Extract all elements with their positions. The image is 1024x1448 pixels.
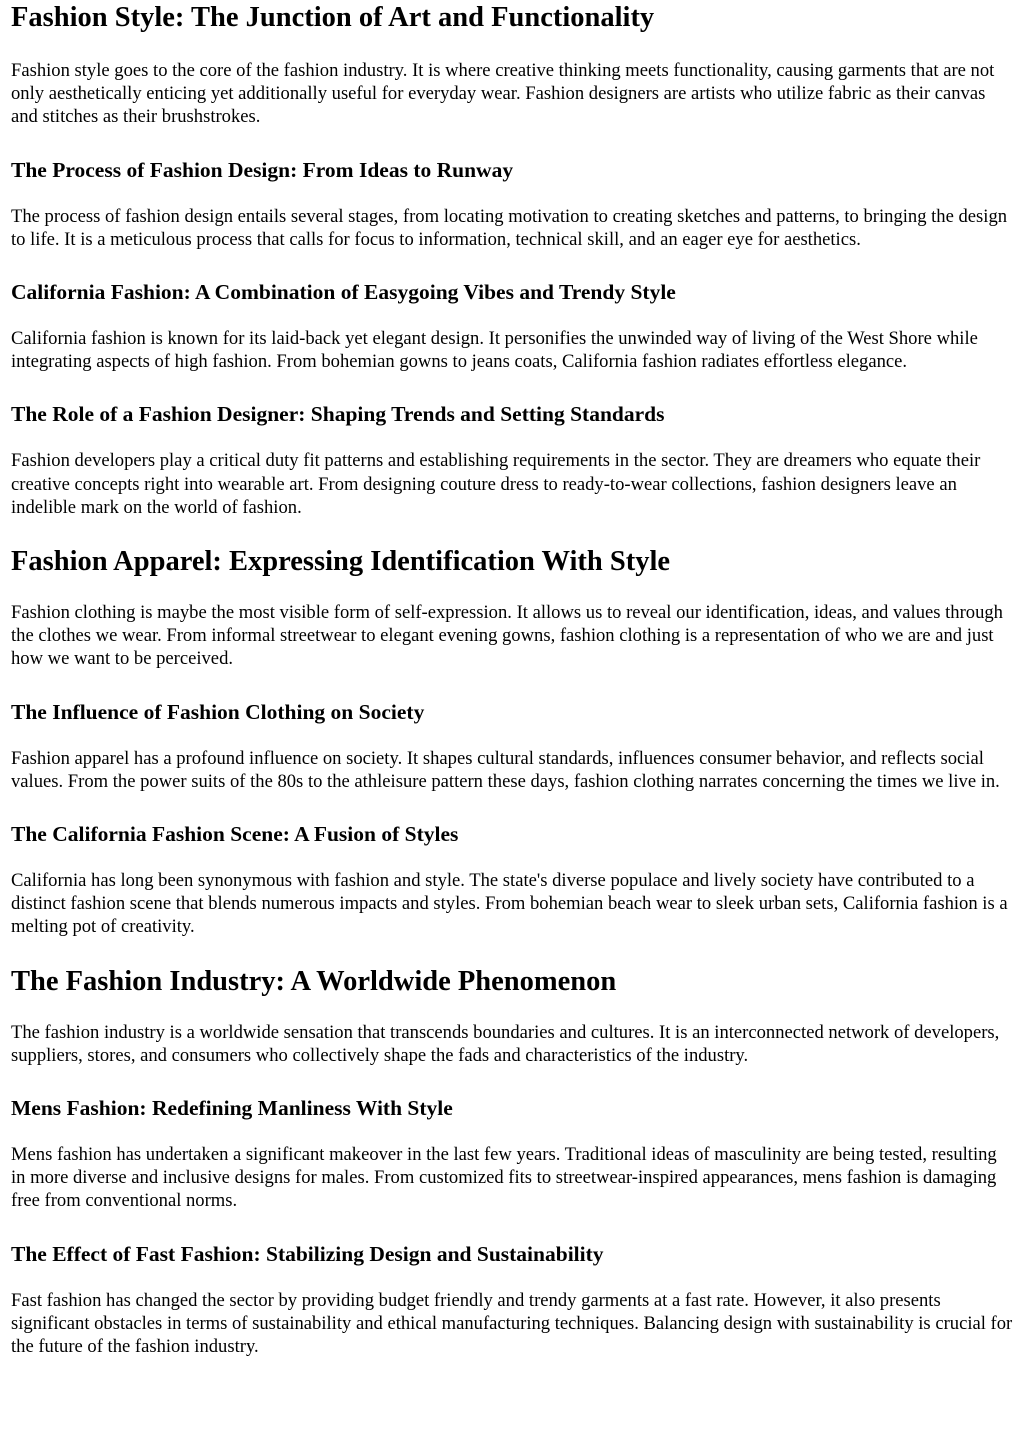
subsection-paragraph: California has long been synonymous with fashion and style. The state's diverse populace and lively society have contributed to a distinct fashion scene that blends numerous impacts and styles. From bohemian beach wear to sleek urban sets, California fashion is a melting pot of creativity. (11, 870, 1008, 938)
subsection-heading: The Role of a Fashion Designer: Shaping Trends and Setting Standards (11, 402, 665, 427)
subsection-paragraph: Mens fashion has undertaken a significant makeover in the last few years. Traditional ideas of masculinity are being tested, resulting in more diverse and inclusive designs for males. From customized fits to streetwear-inspired appearances, mens fashion is damaging free from conventional norms. (11, 1144, 997, 1212)
subsection-heading: The Influence of Fashion Clothing on Society (11, 699, 425, 724)
article (0, 2, 1024, 1358)
subsection-heading: Mens Fashion: Redefining Manliness With Style (11, 1096, 453, 1121)
subsection-paragraph: Fast fashion has changed the sector by providing budget friendly and trendy garments at a fast rate. However, it also presents significant obstacles in terms of sustainability and ethical manufacturing techniques. Balancing design with sustainability is crucial for the future of the fashion industry. (11, 1289, 1013, 1358)
subsection-paragraph: Fashion apparel has a profound influence on society. It shapes cultural standards, influences consumer behavior, and reflects social values. From the power suits of the 80s to the athleisure pattern these days, fashion clothing narrates concerning the times we live in. (11, 747, 1000, 792)
subsection-heading: The California Fashion Scene: A Fusion of Styles (11, 822, 459, 847)
subsection-heading: The Effect of Fast Fashion: Stabilizing Design and Sustainability (11, 1241, 604, 1266)
section-heading: The Fashion Industry: A Worldwide Phenomenon (11, 965, 617, 997)
section-paragraph: Fashion clothing is maybe the most visible form of self-expression. It allows us to reveal our identification, ideas, and values through the clothes we wear. From informal streetwear to elegant evening gowns, fashion clothing is a representation of who we are and just how we want to be perceived. (11, 602, 1003, 670)
subsection-paragraph: Fashion developers play a critical duty fit patterns and establishing requirements in the sector. They are dreamers who equate their creative concepts right into wearable art. From designing couture dress to ready-to-wear collections, fashion designers leave an indelible mark on the world of fashion. (11, 450, 981, 518)
section-heading: Fashion Style: The Junction of Art and Functionality (11, 2, 655, 33)
subsection-paragraph: California fashion is known for its laid-back yet elegant design. It personifies the unwinded way of living of the West Shore while integrating aspects of high fashion. From bohemian gowns to jeans coats, California fashion radiates effortless elegance. (11, 328, 978, 373)
section-paragraph: Fashion style goes to the core of the fashion industry. It is where creative thinking meets functionality, causing garments that are not only aesthetically enticing yet additionally useful for everyday wear. Fashion designers are artists who utilize fabric as their canvas and stitches as their brushstrokes. (11, 60, 995, 128)
subsection-paragraph: The process of fashion design entails several stages, from locating motivation to creating sketches and patterns, to bringing the design to life. It is a meticulous process that calls for focus to information, technical skill, and an eager eye for aesthetics. (11, 205, 1008, 250)
section-paragraph: The fashion industry is a worldwide sensation that transcends boundaries and cultures. It is an interconnected network of developers, suppliers, stores, and consumers who collectively shape the fads and characteristics of the industry. (11, 1021, 1000, 1066)
section-heading: Fashion Apparel: Expressing Identification With Style (11, 546, 671, 578)
subsection-heading: The Process of Fashion Design: From Ideas to Runway (11, 157, 514, 182)
subsection-heading: California Fashion: A Combination of Easygoing Vibes and Trendy Style (11, 280, 676, 305)
